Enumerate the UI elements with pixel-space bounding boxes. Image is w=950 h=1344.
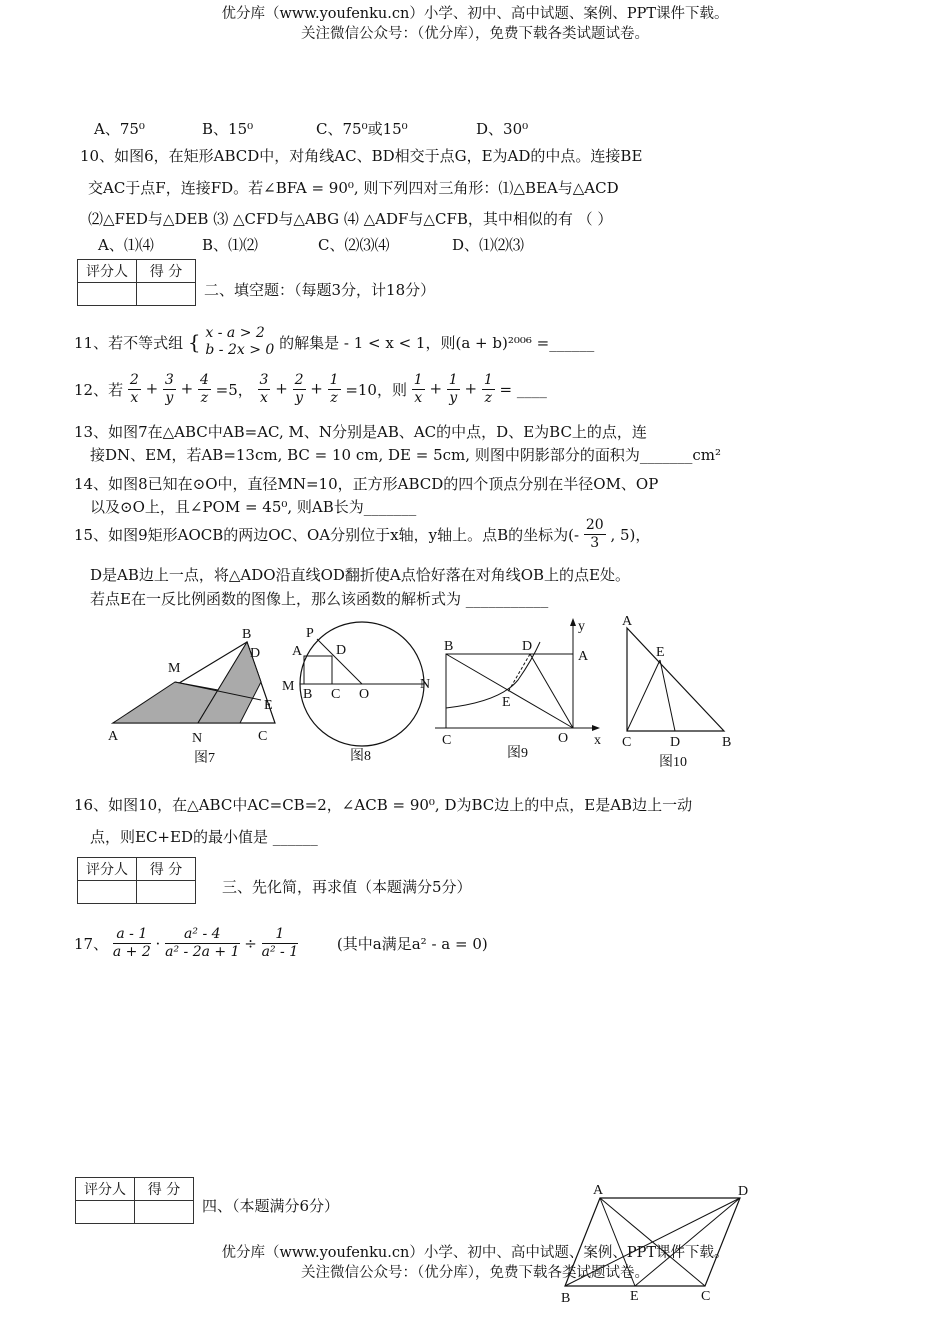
fig7-label-n: N	[192, 731, 203, 746]
score-table-score-label: 得 分	[137, 260, 196, 283]
q17-f1-den: a + 2	[112, 944, 151, 960]
q17-f3-den: a² - 1	[261, 944, 299, 960]
fig10-label-d: D	[670, 735, 681, 750]
fig9-label-a: A	[578, 649, 589, 664]
q12: 12、若 $\frac{2}{x}$ + $\frac{3}{y}$ + $\frac{4}{z}$ =5， $\frac{3}{x}$ + $\frac{2}{y}$ + $\frac{1}{z}$ =10，则 $\frac{1}{x}$ + $\frac{1}{y}$ + $\frac{1}{z}$ = ____	[74, 372, 547, 406]
fig10-label-e: E	[656, 645, 665, 660]
fig7-label-d: D	[250, 646, 261, 661]
fig7-label-m: M	[168, 661, 181, 676]
q11-suffix: 的解集是 - 1 < x < 1，则(a + b)²⁰⁰⁶ =______	[279, 333, 595, 352]
header-line-1: 优分库（www.youfenku.cn）小学、初中、高中试题、案例、PPT课件下载。	[221, 6, 729, 22]
score-table-3-score-cell	[135, 1201, 194, 1224]
fig8-label-m: M	[282, 679, 295, 694]
fig7-label-e: E	[264, 698, 273, 713]
q11-prefix: 11、若不等式组	[74, 333, 184, 352]
score-table	[77, 259, 196, 306]
figure-10	[622, 614, 731, 770]
q15-line-2: D是AB边上一点，将△ADO沿直线OD翻折使A点恰好落在对角线OB上的点E处。	[90, 566, 631, 584]
figure-9	[435, 618, 601, 761]
q12-eq3: = ____	[499, 380, 547, 399]
figure-7-caption: 图7	[194, 751, 215, 766]
q12-prefix: 12、若	[74, 381, 124, 399]
q10-line-1: 10、如图6，在矩形ABCD中，对角线AC、BD相交于点G，E为AD的中点。连接BE	[80, 147, 643, 165]
section-4-title: 四、（本题满分6分）	[202, 1197, 340, 1215]
figure-8-caption: 图8	[350, 749, 371, 764]
q15-line-1b: , 5)，	[610, 526, 651, 544]
header-line-2: 关注微信公众号：（优分库），免费下载各类试题试卷。	[301, 26, 649, 42]
score-table-2-score-label: 得 分	[137, 858, 196, 881]
q17-f2-den: a² - 2a + 1	[165, 944, 240, 960]
section-3-title: 三、先化简，再求值（本题满分5分）	[222, 878, 472, 896]
fig9-label-c: C	[442, 733, 452, 748]
fig10-label-a: A	[622, 614, 633, 629]
fig8-label-n: N	[420, 677, 431, 692]
q12-eq2: =10，则	[345, 381, 407, 399]
q17: 17、 $\frac{a - 1}{a + 2}$ · $\frac{\text{a² - 4}}{\text{a² - 2a + 1}}$ ÷ $\frac{1}{\text{a² - 1}}$ (其中a满足a² - a = 0)	[74, 926, 488, 960]
score-table-grader-label: 评分人	[78, 260, 137, 283]
q10-line-3: ⑵△FED与△DEB ⑶ △CFD与△ABG ⑷ △ADF与△CFB，其中相似的有 （ ）	[88, 210, 613, 228]
q16-line-2: 点，则EC+ED的最小值是 ______	[90, 828, 318, 846]
figure-8	[282, 622, 430, 764]
fig7-label-c: C	[258, 729, 268, 744]
fig9-label-b: B	[444, 639, 454, 654]
q14-line-1: 14、如图8已知在⊙O中，直径MN=10，正方形ABCD的四个顶点分别在半径OM、OP	[74, 475, 659, 493]
q9-option-b: B、15⁰	[202, 120, 254, 138]
q9-option-d: D、30⁰	[476, 120, 529, 138]
q17-f1-num: a - 1	[113, 926, 151, 944]
score-table-3-grader-label: 评分人	[76, 1178, 135, 1201]
q11: 11、若不等式组 { x - a > 2 b - 2x > 0 的解集是 - 1 < x < 1，则(a + b)²⁰⁰⁶ =______	[74, 325, 595, 358]
q13-line-1: 13、如图7在△ABC中AB=AC, M、N分别是AB、AC的中点，D、E为BC上的点，连	[74, 423, 647, 441]
fig4-label-d: D	[738, 1184, 749, 1199]
figure-7	[108, 627, 275, 766]
q10-option-b: B、⑴⑵	[202, 236, 259, 254]
section-2-title: 二、填空题：（每题3分，计18分）	[204, 281, 436, 299]
fig8-label-p: P	[306, 626, 314, 641]
q11-system-line-2: b - 2x > 0	[205, 342, 275, 358]
fig4-label-c: C	[701, 1289, 711, 1304]
score-table-3	[75, 1177, 194, 1224]
q13-line-2: 接DN、EM，若AB=13cm, BC = 10 cm, DE = 5cm, 则图中阴影部分的面积为_______cm²	[90, 446, 721, 464]
fig4-label-a: A	[593, 1183, 604, 1198]
q10-option-a: A、⑴⑷	[98, 236, 154, 254]
q15-line-1a: 15、如图9矩形AOCB的两边OC、OA分别位于x轴，y轴上。点B的坐标为(-	[74, 526, 580, 544]
q15-frac-num: 20	[585, 517, 604, 533]
fig10-label-b: B	[722, 735, 732, 750]
q10-option-d: D、⑴⑵⑶	[452, 236, 525, 254]
score-table-2-score-cell	[137, 881, 196, 904]
figure-9-caption: 图9	[507, 746, 528, 761]
footer-line-2: 关注微信公众号：（优分库），免费下载各类试题试卷。	[301, 1265, 649, 1281]
q17-f3-num: 1	[262, 926, 299, 944]
q10-line-2: 交AC于点F，连接FD。若∠BFA = 90⁰, 则下列四对三角形：⑴△BEA与△ACD	[88, 179, 619, 197]
fig4-label-b: B	[561, 1291, 571, 1306]
fig10-label-c: C	[622, 735, 632, 750]
q14-line-2: 以及⊙O上，且∠POM = 45⁰, 则AB长为_______	[90, 498, 417, 516]
score-table-2	[77, 857, 196, 904]
fig4-label-e: E	[630, 1289, 639, 1304]
q17-f2-num: a² - 4	[165, 926, 239, 944]
score-table-2-grader-label: 评分人	[78, 858, 137, 881]
q9-option-c: C、75⁰或15⁰	[316, 120, 408, 138]
q15-line-1	[74, 517, 650, 552]
figures-7-10	[100, 612, 750, 772]
score-table-3-score-label: 得 分	[135, 1178, 194, 1201]
fig9-label-o: O	[558, 731, 569, 746]
q16-line-1: 16、如图10，在△ABC中AC=CB=2，∠ACB = 90⁰, D为BC边上的中点，E是AB边上一动	[74, 796, 693, 814]
fig9-label-y: y	[578, 619, 585, 634]
fig9-label-d: D	[522, 639, 533, 654]
q11-system-line-1: x - a > 2	[205, 325, 265, 341]
score-table-grader-cell	[78, 283, 137, 306]
score-table-3-grader-cell	[76, 1201, 135, 1224]
fig8-label-a: A	[292, 644, 303, 659]
q15-line-3: 若点E在一反比例函数的图像上，那么该函数的解析式为 ___________	[90, 590, 549, 608]
fig8-label-o: O	[359, 687, 370, 702]
fig9-label-e: E	[502, 695, 511, 710]
score-table-2-grader-cell	[78, 881, 137, 904]
fig8-label-c: C	[331, 687, 341, 702]
score-table-score-cell	[137, 283, 196, 306]
q10-option-c: C、⑵⑶⑷	[318, 236, 390, 254]
footer-line-1: 优分库（www.youfenku.cn）小学、初中、高中试题、案例、PPT课件下载。	[221, 1245, 729, 1261]
q17-condition: (其中a满足a² - a = 0)	[336, 935, 488, 953]
fig8-label-b: B	[303, 687, 313, 702]
fig7-label-b: B	[242, 627, 252, 642]
q9-option-a: A、75⁰	[94, 120, 145, 138]
q12-eq1: =5，	[215, 381, 253, 399]
q15-frac-den: 3	[590, 535, 600, 551]
figure-10-caption: 图10	[659, 755, 687, 770]
fig7-label-a: A	[108, 729, 119, 744]
fig8-label-d: D	[336, 643, 347, 658]
fig9-label-x: x	[594, 733, 601, 748]
q17-prefix: 17、	[74, 935, 109, 953]
